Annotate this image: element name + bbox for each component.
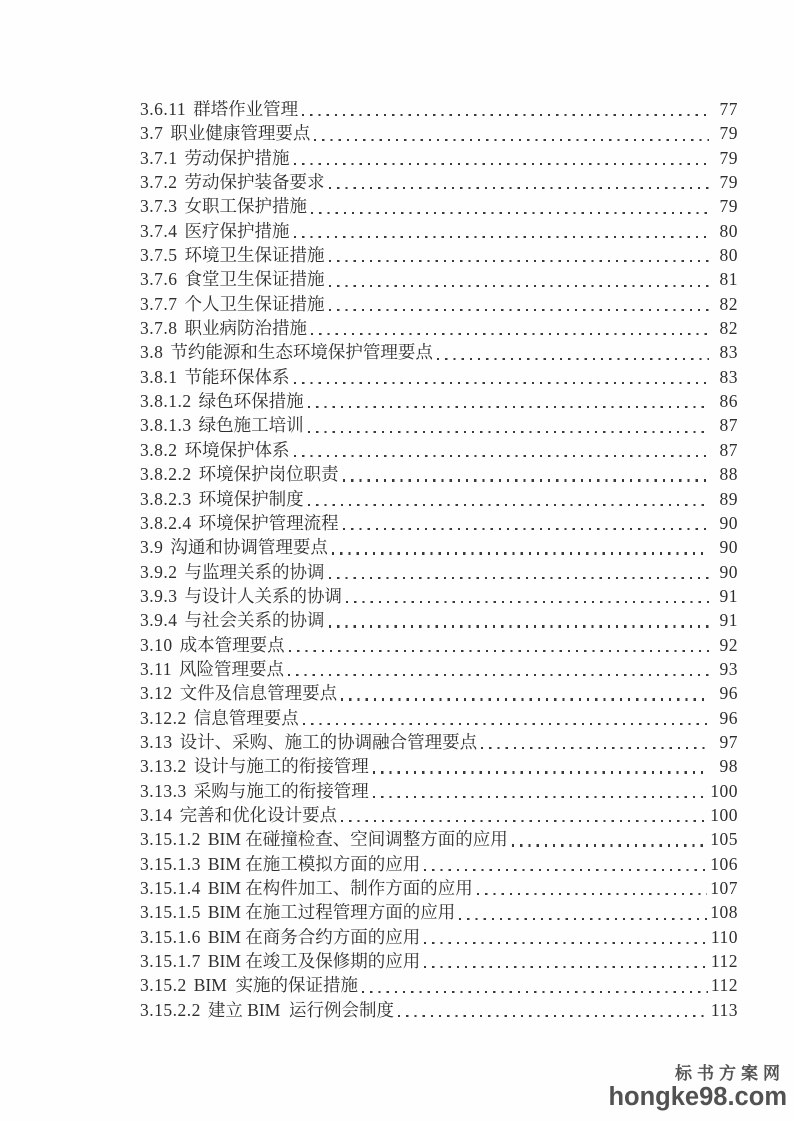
dot-leader [362,991,708,993]
toc-entry-number: 3.7.2 [140,172,178,193]
toc-entry-number: 3.7.6 [140,269,178,290]
toc-entry-number: 3.13 [140,731,173,752]
dot-leader [329,260,710,262]
toc-entry-title: 与监理关系的协调 [184,561,325,582]
toc-entry [140,121,738,145]
toc-entry-number: 3.8.1.2 [140,391,192,412]
toc-entry-number: 3.14 [140,804,173,825]
toc-entry-page-number: 79 [719,196,738,217]
toc-entry-title: 与社会关系的协调 [184,610,325,631]
toc-entry-page-number: 90 [719,512,738,533]
toc-entry-page-number: 100 [710,804,738,825]
toc-entry-number: 3.15.1.6 [140,926,201,947]
toc-entry-page-number: 82 [719,293,738,314]
toc-entry-title: 环境保护岗位职责 [198,464,339,485]
toc-entry-title: 环境保护管理流程 [198,512,339,533]
toc-entry-title: 风险管理要点 [178,658,284,679]
dot-leader [424,869,707,871]
toc-entry-page-number: 80 [719,220,738,241]
toc-entry [140,511,738,535]
toc-entry [140,754,738,778]
toc-entry-title: 建立 BIM 运行例会制度 [207,999,395,1020]
toc-entry [140,219,738,243]
toc-entry-page-number: 96 [719,683,738,704]
toc-entry-title: 信息管理要点 [193,707,299,728]
toc-entry-number: 3.8.2.4 [140,512,192,533]
watermark-site-url: hongke98.com [608,1082,787,1111]
toc-entry-number: 3.15.1.2 [140,829,201,850]
toc-entry-title: 绿色施工培训 [198,415,304,436]
toc-entry-page-number: 97 [719,731,738,752]
toc-entry-number: 3.15.1.7 [140,951,201,972]
toc-entry-number: 3.15.1.5 [140,902,201,923]
toc-entry-title: 节能环保体系 [184,366,290,387]
dot-leader [314,139,709,141]
dot-leader [302,114,709,116]
toc-entry-title: BIM 实施的保证措施 [193,975,359,996]
toc-entry-number: 3.8 [140,342,164,363]
dot-leader [294,382,710,384]
toc-entry [140,340,738,364]
toc-entry-title: 节约能源和生态环境保护管理要点 [170,342,433,363]
dot-leader [332,552,709,554]
toc-entry [140,267,738,291]
toc-entry-number: 3.7.5 [140,245,178,266]
toc-entry-page-number: 105 [710,829,738,850]
toc-entry [140,535,738,559]
toc-entry [140,316,738,340]
toc-entry-number: 3.6.11 [140,99,187,119]
toc-entry-number: 3.15.1.4 [140,878,201,898]
dot-leader [308,504,709,506]
toc-entry-page-number: 79 [719,172,738,193]
dot-leader [373,771,709,773]
toc-entry [140,706,738,730]
toc-entry-page-number: 88 [719,464,738,485]
toc-entry [140,925,738,949]
toc-entry-page-number: 90 [719,561,738,582]
dot-leader [373,796,708,798]
toc-entry-page-number: 110 [710,926,738,947]
watermark-site-name: 标书方案网 [675,1063,785,1083]
toc-entry-title: BIM 在施工过程管理方面的应用 [207,902,456,923]
toc-entry-number: 3.13.2 [140,756,187,777]
toc-entry-page-number: 112 [710,951,738,972]
toc-entry-number: 3.9.4 [140,610,178,631]
toc-entry [140,900,738,924]
toc-entry-page-number: 79 [719,123,738,144]
dot-leader [477,893,707,895]
toc-entry-title: BIM 在竣工及保修期的应用 [207,951,421,972]
dot-leader [343,479,709,481]
toc-entry-title: 女职工保护措施 [184,196,307,217]
toc-entry-page-number: 91 [719,610,738,631]
toc-entry [140,973,738,997]
toc-entry [140,852,738,876]
toc-entry-page-number: 79 [719,147,738,168]
toc-entry [140,194,738,218]
toc-entry-page-number: 82 [719,318,738,339]
toc-entry [140,97,738,121]
toc-entry [140,413,738,437]
dot-leader [437,358,709,360]
toc-entry [140,487,738,511]
toc-entry-number: 3.10 [140,634,173,655]
toc-entry [140,827,738,851]
toc-entry [140,243,738,267]
toc-entry [140,657,738,681]
toc-entry-title: 环境保护体系 [184,439,290,460]
dot-leader [288,674,709,676]
toc-entry-page-number: 106 [710,853,738,874]
toc-entry-page-number: 89 [719,488,738,509]
dot-leader [343,528,709,530]
toc-entry-title: 设计、采购、施工的协调融合管理要点 [179,731,478,752]
toc-entry-page-number: 87 [719,439,738,460]
toc-entry-page-number: 108 [710,902,738,923]
toc-entry-title: 绿色环保措施 [198,391,304,412]
toc-entry-title: BIM 在商务合约方面的应用 [207,926,421,947]
toc-entry-page-number: 86 [719,391,738,412]
toc-entry-number: 3.9.2 [140,561,178,582]
toc-entry [140,146,738,170]
toc-entry-page-number: 92 [719,634,738,655]
toc-entry [140,681,738,705]
toc-entry-number: 3.7.3 [140,196,178,217]
toc-entry [140,998,738,1022]
toc-entry [140,389,738,413]
dot-leader [329,309,710,311]
dot-leader [294,163,710,165]
toc-entry-title: 食堂卫生保证措施 [184,269,325,290]
toc-entry-number: 3.9 [140,537,164,558]
toc-entry-number: 3.7.7 [140,293,178,314]
dot-leader [512,844,707,846]
dot-leader [303,723,709,725]
toc-entry [140,730,738,754]
toc-entry-title: BIM 在构件加工、制作方面的应用 [207,878,473,898]
toc-entry-number: 3.15.2.2 [140,999,201,1020]
toc-entry [140,949,738,973]
toc-entry-title: 成本管理要点 [179,634,285,655]
toc-entry-title: 职业病防治措施 [184,318,307,339]
toc-entry-number: 3.7 [140,123,164,144]
toc-entry-number: 3.7.4 [140,220,178,241]
toc-entry-number: 3.13.3 [140,780,187,801]
toc-entry-page-number: 87 [719,415,738,436]
dot-leader [329,187,710,189]
toc-entry-page-number: 100 [710,780,738,801]
toc-entry-number: 3.15.1.3 [140,853,201,874]
dot-leader [481,747,709,749]
toc-entry-title: 环境卫生保证措施 [184,245,325,266]
toc-entry [140,779,738,803]
toc-entry-title: 设计与施工的衔接管理 [193,756,369,777]
dot-leader [346,601,709,603]
dot-leader [424,966,708,968]
toc-entry-title: BIM 在施工模拟方面的应用 [207,853,421,874]
table-of-contents [140,97,738,1022]
toc-entry [140,584,738,608]
toc-entry [140,633,738,657]
toc-entry-page-number: 83 [719,342,738,363]
dot-leader [398,1015,708,1017]
dot-leader [329,625,710,627]
toc-entry [140,365,738,389]
dot-leader [424,942,708,944]
toc-entry-number: 3.9.3 [140,585,178,606]
toc-entry-page-number: 113 [710,999,738,1020]
toc-entry-title: 完善和优化设计要点 [179,804,338,825]
toc-entry [140,876,738,900]
toc-entry-title: 医疗保护措施 [184,220,290,241]
toc-entry-number: 3.8.1 [140,366,178,387]
toc-entry [140,438,738,462]
toc-entry-title: 劳动保护措施 [184,147,290,168]
dot-leader [329,285,710,287]
toc-entry-page-number: 83 [719,366,738,387]
toc-entry-page-number: 98 [719,756,738,777]
dot-leader [329,577,710,579]
dot-leader [289,650,709,652]
toc-entry-number: 3.8.1.3 [140,415,192,436]
toc-entry-page-number: 96 [719,707,738,728]
toc-entry [140,608,738,632]
toc-entry-number: 3.8.2 [140,439,178,460]
toc-entry [140,803,738,827]
toc-entry-title: 与设计人关系的协调 [184,585,342,606]
toc-entry-number: 3.15.2 [140,975,187,996]
toc-entry-title: BIM 在碰撞检查、空间调整方面的应用 [207,829,508,850]
toc-entry-number: 3.8.2.3 [140,488,192,509]
dot-leader [294,236,710,238]
toc-entry-page-number: 77 [719,99,738,119]
toc-entry-page-number: 93 [719,658,738,679]
dot-leader [341,698,709,700]
toc-entry-page-number: 90 [719,537,738,558]
site-watermark [608,1065,787,1111]
dot-leader [294,455,710,457]
toc-entry [140,292,738,316]
toc-entry-title: 劳动保护装备要求 [184,172,325,193]
toc-entry-page-number: 107 [710,878,738,898]
dot-leader [308,431,709,433]
dot-leader [311,333,709,335]
toc-entry-number: 3.12 [140,683,173,704]
toc-entry-number: 3.11 [140,658,172,679]
toc-entry-title: 采购与施工的衔接管理 [193,780,369,801]
toc-entry-title: 文件及信息管理要点 [179,683,338,704]
toc-entry-title: 沟通和协调管理要点 [170,537,328,558]
toc-entry-title: 职业健康管理要点 [170,123,311,144]
dot-leader [341,820,707,822]
toc-entry-number: 3.7.1 [140,147,178,168]
dot-leader [308,406,709,408]
toc-entry-page-number: 91 [719,585,738,606]
toc-entry-number: 3.12.2 [140,707,187,728]
toc-entry [140,170,738,194]
dot-leader [311,212,709,214]
toc-entry-title: 个人卫生保证措施 [184,293,325,314]
toc-entry-page-number: 80 [719,245,738,266]
toc-entry-number: 3.7.8 [140,318,178,339]
toc-entry [140,462,738,486]
toc-entry-page-number: 81 [719,269,738,290]
toc-entry-page-number: 112 [710,975,738,996]
toc-entry-title: 群塔作业管理 [193,99,299,119]
toc-entry-number: 3.8.2.2 [140,464,192,485]
toc-entry [140,560,738,584]
dot-leader [459,918,707,920]
toc-entry-title: 环境保护制度 [198,488,304,509]
